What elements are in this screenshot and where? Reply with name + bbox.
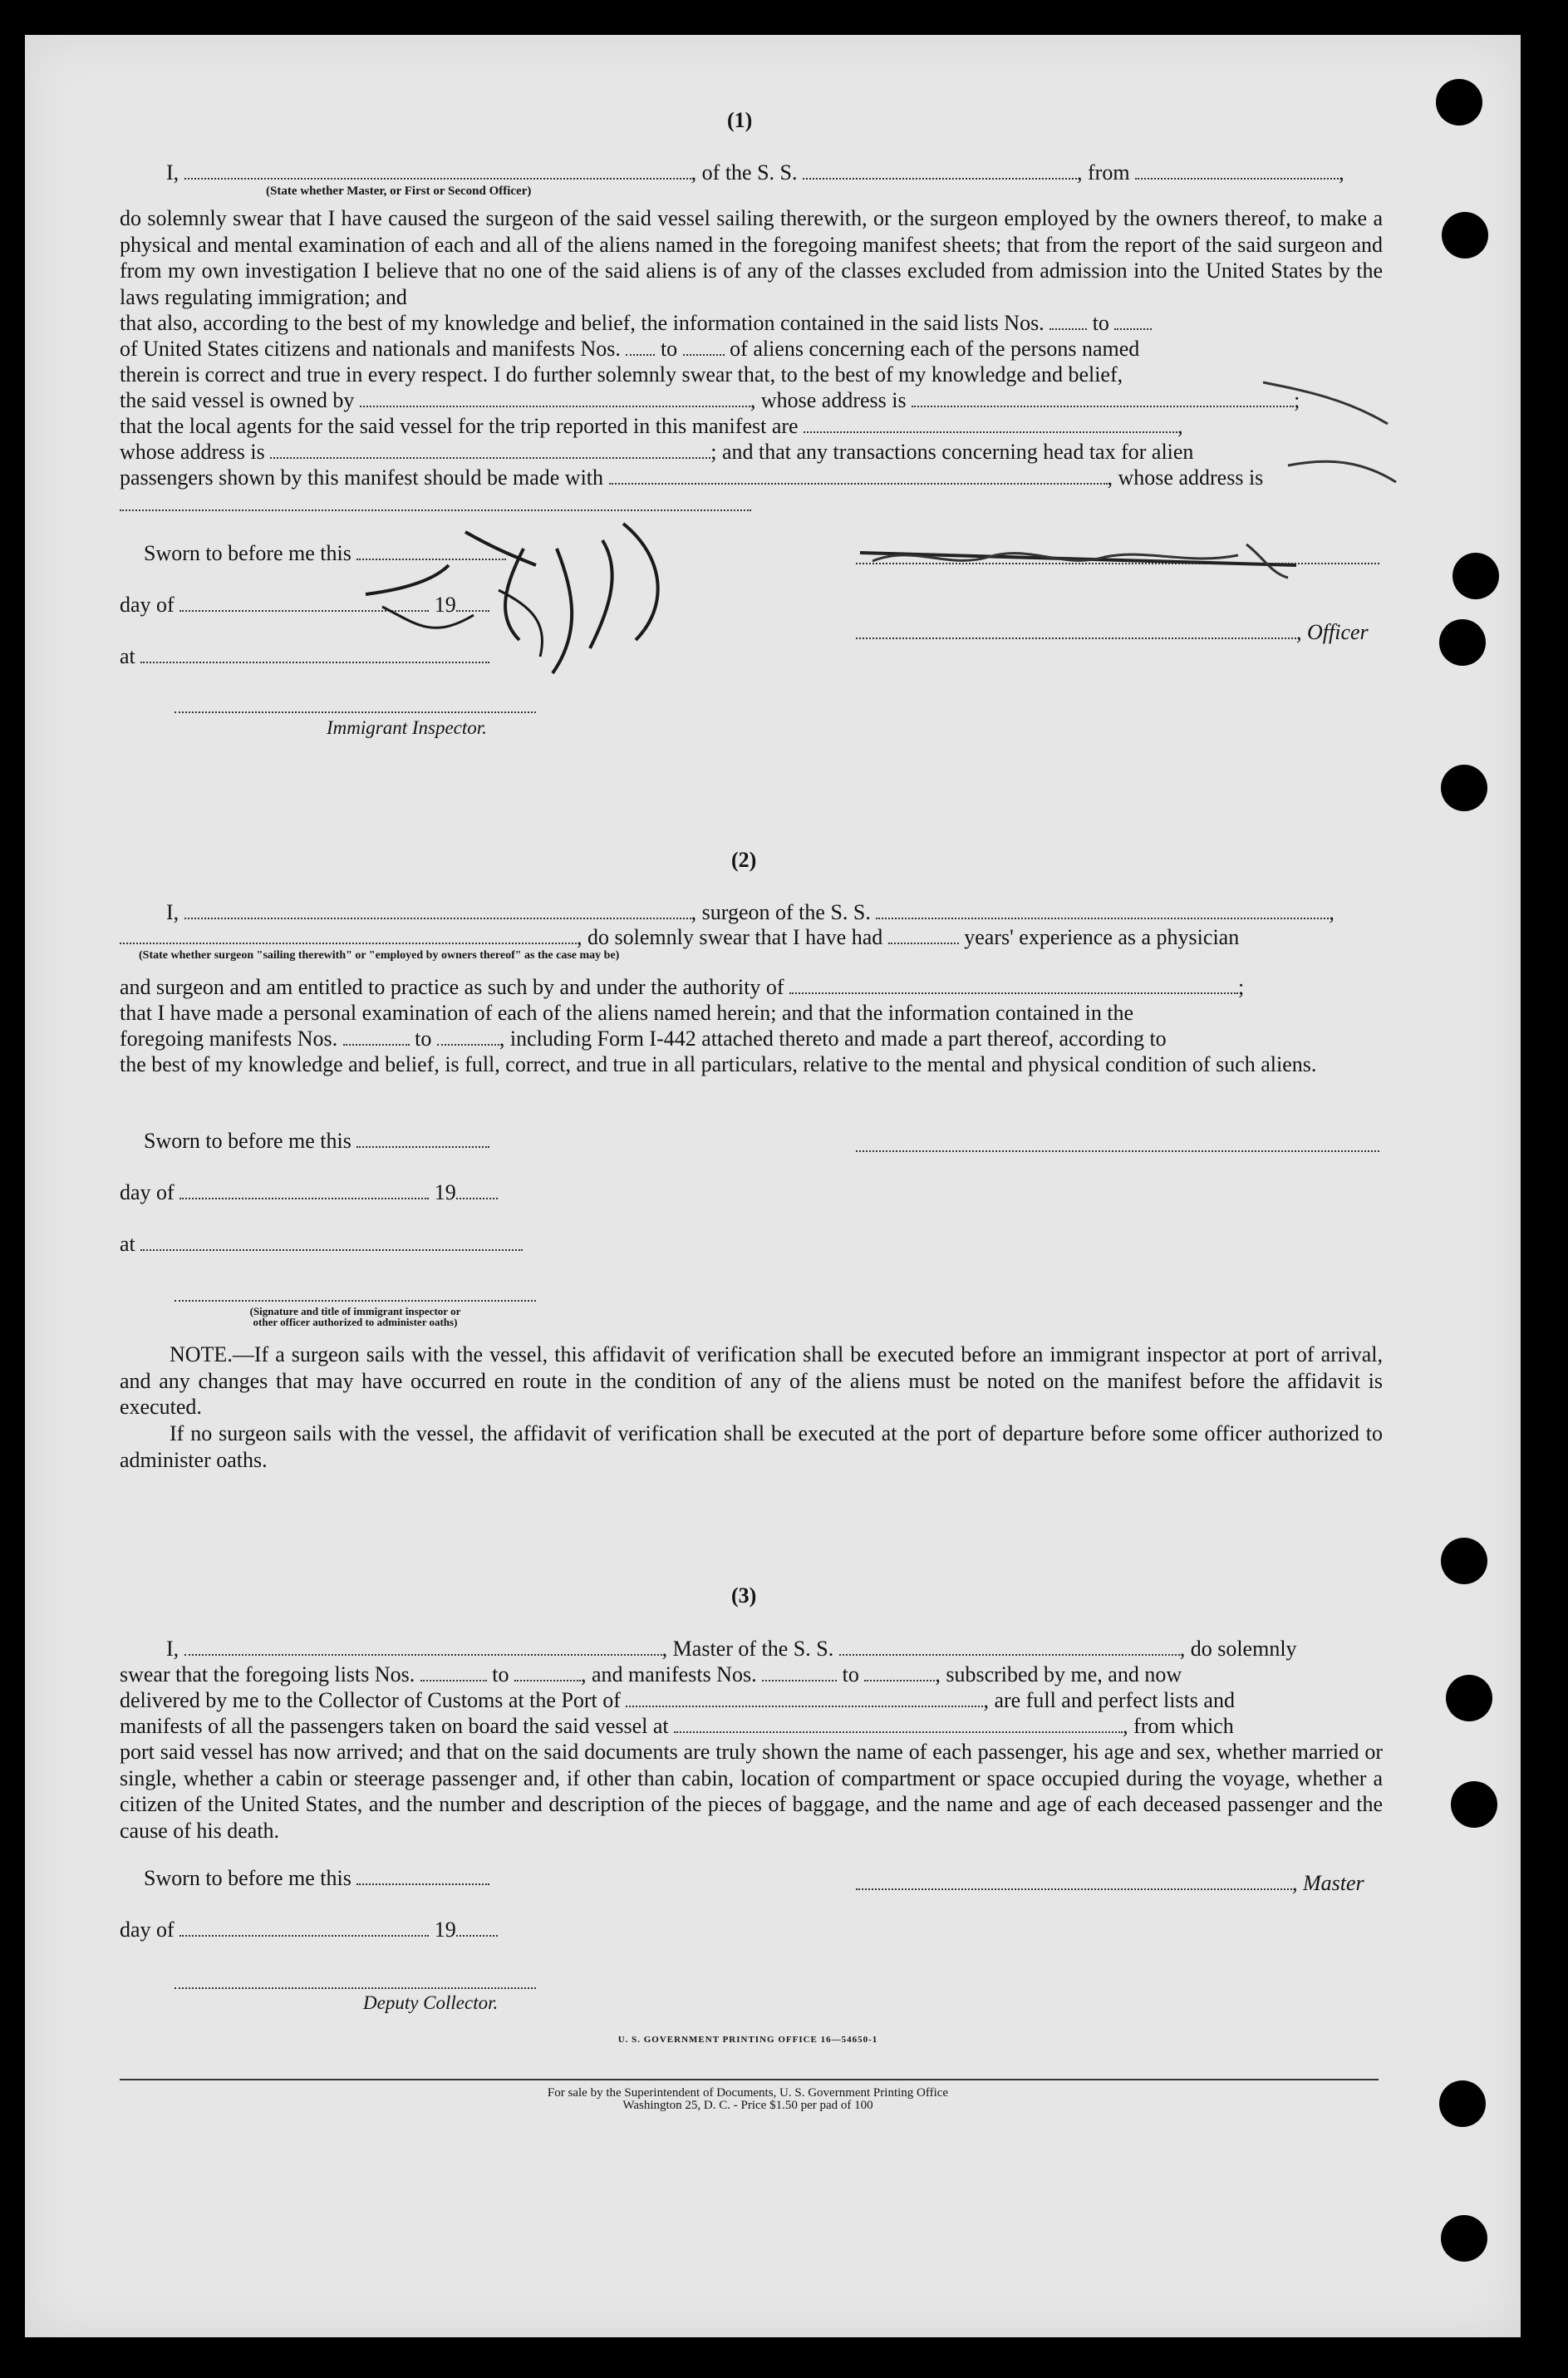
section-1-line-manifests: of United States citizens and nationals and manifests Nos. to of aliens concerning each of the persons named xyxy=(120,337,1140,361)
binder-hole xyxy=(1446,1675,1492,1721)
section-2-at: at xyxy=(120,1231,523,1257)
section-2-sworn: Sworn to before me this xyxy=(144,1128,489,1154)
gpo-imprint: U. S. GOVERNMENT PRINTING OFFICE 16—54650-1 xyxy=(617,2035,878,2045)
section-2-line-1: I, , surgeon of the S. S. , xyxy=(166,900,1335,924)
section-1-body-a: do solemnly swear that I have caused the surgeon of the said vessel sailing therewith, or the surgeon employed by the owners thereof, to make a physical and mental examination of each and all of the aliens named in the foregoing manifest sheets; that from the report of the said surgeon and from my own investigation I believe that no one of the said aliens is of any of the classes excluded from admission into the United States by the laws regulating immigration; and xyxy=(120,206,1383,309)
section-1-line-lists: that also, according to the best of my knowledge and belief, the information contained in the said lists Nos. to xyxy=(120,310,1152,336)
sale-notice-1: For sale by the Superintendent of Documents, U. S. Government Printing Office xyxy=(547,2086,949,2100)
binder-hole xyxy=(1441,2215,1487,2262)
struck-stamp xyxy=(856,532,1321,590)
section-1-line-whose: whose address is ; and that any transactions concerning head tax for alien xyxy=(120,440,1194,464)
signature-caption-1: (Signature and title of immigrant inspector or xyxy=(249,1305,461,1317)
binder-hole xyxy=(1436,79,1482,126)
section-1-sworn: Sworn to before me this xyxy=(144,540,506,566)
immigrant-inspector-label: Immigrant Inspector. xyxy=(327,717,487,738)
section-1-line-1: I, , of the S. S. , from , xyxy=(166,160,1344,185)
note-lead: NOTE. xyxy=(170,1342,233,1366)
binder-hole xyxy=(1439,619,1486,666)
sale-notice-2: Washington 25, D. C. - Price $1.50 per pad of 100 xyxy=(622,2099,873,2112)
section-3-day-of: day of 19 xyxy=(120,1917,498,1942)
section-1-number: (1) xyxy=(727,108,753,132)
section-1-at: at xyxy=(120,643,489,669)
section-3-sworn: Sworn to before me this xyxy=(144,1865,489,1891)
master-signature-line: , Master xyxy=(856,1870,1364,1896)
section-3-line-2: swear that the foregoing lists Nos. to , and manifests Nos. to , subscribed by me, and now xyxy=(120,1662,1182,1686)
binder-hole xyxy=(1441,765,1487,811)
section-1-day-of: day of 19 xyxy=(120,592,489,618)
section-1-line-agents: that the local agents for the said vessel for the trip reported in this manifest are , xyxy=(120,414,1183,438)
section-2-line-5: foregoing manifests Nos. to , including Form I-442 attached thereto and made a part thereof, according to xyxy=(120,1027,1167,1051)
section-1-line-owned: the said vessel is owned by , whose address is ; xyxy=(120,388,1300,412)
binder-hole xyxy=(1451,1781,1497,1828)
section-1-line-passengers: passengers shown by this manifest should be made with , whose address is xyxy=(120,465,1264,490)
note-paragraph-2: If no surgeon sails with the vessel, the affidavit of verification shall be executed at the port of departure before some officer authorized to administer oaths. xyxy=(120,1421,1383,1472)
officer-caption: (State whether Master, or First or Second Officer) xyxy=(266,185,532,198)
handwritten-signature xyxy=(349,515,764,698)
footer-rule xyxy=(120,2079,1379,2080)
section-3-number: (3) xyxy=(731,1583,757,1607)
section-3-body: port said vessel has now arrived; and that on the said documents are truly shown the name of each passenger, his age and sex, whether married or single, whether a cabin or steerage passenger and, if other than cabin, location of compartment or space occupied during the voyage, whether a citizen of the United States, and the number and description of the pieces of baggage, and the name and age of each deceased passenger and the cause of his death. xyxy=(120,1740,1383,1843)
officer-signature-line: , Officer xyxy=(856,619,1369,645)
section-2-day-of: day of 19 xyxy=(120,1179,498,1205)
section-1-line-correct: therein is correct and true in every respect. I do further solemnly swear that, to the best of my knowledge and belief, xyxy=(120,362,1123,386)
binder-hole xyxy=(1452,553,1499,599)
surgeon-caption: (State whether surgeon "sailing therewith" or "employed by owners thereof" as the case may be) xyxy=(139,949,620,962)
section-3-line-4: manifests of all the passengers taken on board the said vessel at , from which xyxy=(120,1714,1234,1738)
section-2-line-4: that I have made a personal examination of each of the aliens named herein; and that the information contained in the xyxy=(120,1001,1134,1025)
section-3-line-3: delivered by me to the Collector of Customs at the Port of , are full and perfect lists and xyxy=(120,1688,1235,1712)
section-2-number: (2) xyxy=(731,848,757,872)
section-3-line-1: I, , Master of the S. S. , do solemnly xyxy=(166,1637,1297,1661)
binder-hole xyxy=(1442,212,1488,258)
binder-hole xyxy=(1441,1538,1487,1584)
signature-caption-2: other officer authorized to administer oaths) xyxy=(253,1316,458,1328)
deputy-collector-label: Deputy Collector. xyxy=(363,1992,499,2013)
section-2-line-3: and surgeon and am entitled to practice as such by and under the authority of ; xyxy=(120,975,1245,999)
binder-hole xyxy=(1439,2080,1486,2127)
section-2-line-2: , do solemnly swear that I have had years' experience as a physician xyxy=(120,924,1239,950)
section-2-body-b: the best of my knowledge and belief, is full, correct, and true in all particulars, relative to the mental and physical condition of such aliens. xyxy=(120,1052,1317,1076)
ink-scribble xyxy=(1255,366,1404,490)
note-paragraph: NOTE.—If a surgeon sails with the vessel, this affidavit of verification shall be executed before an immigrant inspector at port of arrival, and any changes that may have occurred en route in the condition of any of the aliens must be noted on the manifest before the affidavit is executed. xyxy=(120,1342,1383,1419)
